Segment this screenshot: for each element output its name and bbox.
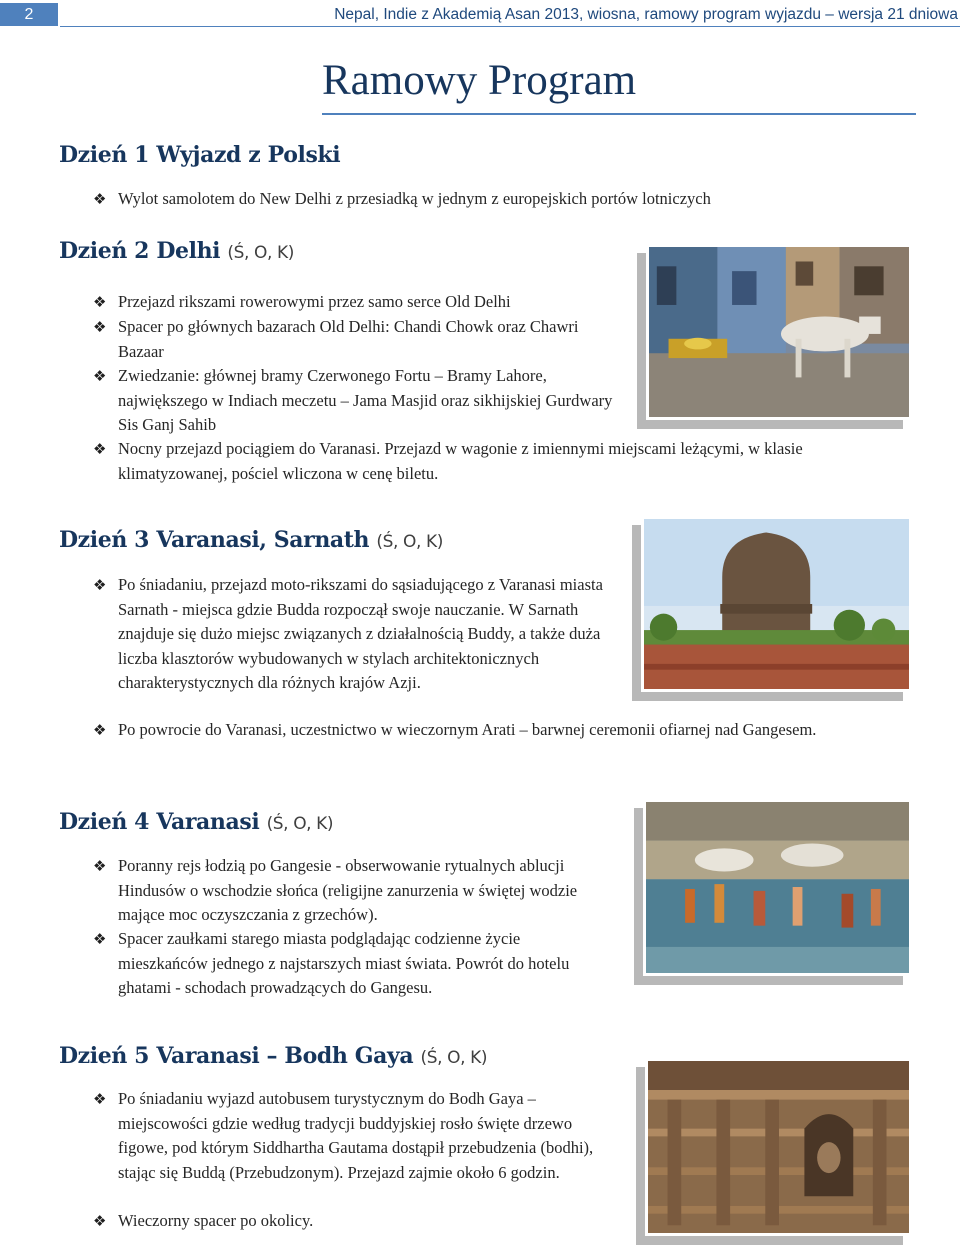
day-5-name: Dzień 5 Varanasi – Bodh Gaya: [59, 1043, 414, 1069]
list-item: [93, 573, 613, 696]
four-diamond-bullet-icon: ❖: [93, 293, 107, 311]
delhi-street-photo: [646, 244, 912, 420]
day-1-name: Dzień 1 Wyjazd z Polski: [59, 142, 341, 168]
list-item-text: Spacer zaułkami starego miasta podglądając codzienne życie mieszkańców jednego z najstarszych miast świata. Powrót do hotelu ghatami - schodach prowadzących do Gangesu.: [118, 929, 570, 997]
list-item: [93, 290, 613, 315]
day-5-meals: (Ś, O, K): [420, 1048, 488, 1068]
list-item: [93, 854, 613, 928]
list-item-text: Po śniadaniu wyjazd autobusem turystycznym do Bodh Gaya – miejscowości gdzie według tradycji buddyjskiej rosło święte drzewo figowe, pod którym Siddhartha Gautama dostąpił przebudzenia (bodhi), stając się Buddą (Przebudzonym). Przejazd zajmie około 6 godzin.: [118, 1089, 594, 1182]
day-3-meals: (Ś, O, K): [376, 532, 444, 552]
list-item: [93, 187, 893, 212]
page-title: Ramowy Program: [322, 57, 637, 104]
day-3-name: Dzień 3 Varanasi, Sarnath: [59, 527, 370, 553]
four-diamond-bullet-icon: ❖: [93, 440, 107, 458]
four-diamond-bullet-icon: ❖: [93, 318, 107, 336]
list-item-text: Nocny przejazd pociągiem do Varanasi. Przejazd w wagonie z imiennymi miejscami leżącymi, w klasie klimatyzowanej, pościel wliczona w cenę biletu.: [118, 439, 803, 483]
page-number: 2: [0, 3, 58, 26]
list-item: [93, 437, 913, 486]
list-item: [93, 364, 613, 438]
list-item-text: Wieczorny spacer po okolicy.: [118, 1211, 314, 1230]
list-item: [93, 1209, 613, 1234]
day-1-heading: [59, 142, 340, 168]
list-item-text: Zwiedzanie: głównej bramy Czerwonego Fortu – Bramy Lahore, największego w Indiach meczetu – Jama Masjid oraz sikhijskiej Gurdwary Sis Ganj Sahib: [118, 366, 613, 434]
list-item: [93, 1087, 613, 1185]
four-diamond-bullet-icon: ❖: [93, 721, 107, 739]
list-item-text: Spacer po głównych bazarach Old Delhi: Chandi Chowk oraz Chawri Bazaar: [118, 317, 579, 361]
day-5-heading: [59, 1043, 487, 1069]
running-header: Nepal, Indie z Akademią Asan 2013, wiosna, ramowy program wyjazdu – wersja 21 dniowa: [60, 3, 960, 27]
four-diamond-bullet-icon: ❖: [93, 1090, 107, 1108]
four-diamond-bullet-icon: ❖: [93, 576, 107, 594]
day-4-heading: [59, 809, 333, 835]
sarnath-stupa-photo: [641, 516, 912, 692]
list-item-text: Wylot samolotem do New Delhi z przesiadką w jednym z europejskich portów lotniczych: [118, 189, 711, 208]
list-item-text: Po śniadaniu, przejazd moto-rikszami do sąsiadującego z Varanasi miasta Sarnath - miejsca gdzie Budda rozpoczął swoje nauczanie. W Sarnath znajduje się dużo miejsc związanych z działalnością Buddy, a także duża liczba klasztorów wybudowanych w stylach architektonicznych charakterystycznych dla różnych krajów Azji.: [118, 575, 603, 692]
list-item-text: Poranny rejs łodzią po Gangesie - obserwowanie rytualnych ablucji Hindusów o wschodzie słońca (religijne zanurzenia w świętej wodzie mające moc oczyszczania z grzechów).: [118, 856, 578, 924]
list-item-text: Po powrocie do Varanasi, uczestnictwo w wieczornym Arati – barwnej ceremonii ofiarnej nad Gangesem.: [118, 720, 817, 739]
list-item: [93, 927, 613, 1001]
list-item: [93, 315, 598, 364]
day-2-name: Dzień 2 Delhi: [59, 238, 221, 264]
day-2-meals: (Ś, O, K): [227, 243, 295, 263]
four-diamond-bullet-icon: ❖: [93, 367, 107, 385]
list-item: [93, 718, 853, 743]
day-4-meals: (Ś, O, K): [266, 814, 334, 834]
ganges-bathing-photo: [643, 799, 912, 976]
title-underline: [322, 113, 916, 115]
four-diamond-bullet-icon: ❖: [93, 1212, 107, 1230]
four-diamond-bullet-icon: ❖: [93, 930, 107, 948]
day-2-heading: [59, 238, 294, 264]
four-diamond-bullet-icon: ❖: [93, 190, 107, 208]
bodh-gaya-temple-photo: [645, 1058, 912, 1236]
day-4-name: Dzień 4 Varanasi: [59, 809, 260, 835]
day-3-heading: [59, 527, 443, 553]
four-diamond-bullet-icon: ❖: [93, 857, 107, 875]
list-item-text: Przejazd rikszami rowerowymi przez samo serce Old Delhi: [118, 292, 511, 311]
